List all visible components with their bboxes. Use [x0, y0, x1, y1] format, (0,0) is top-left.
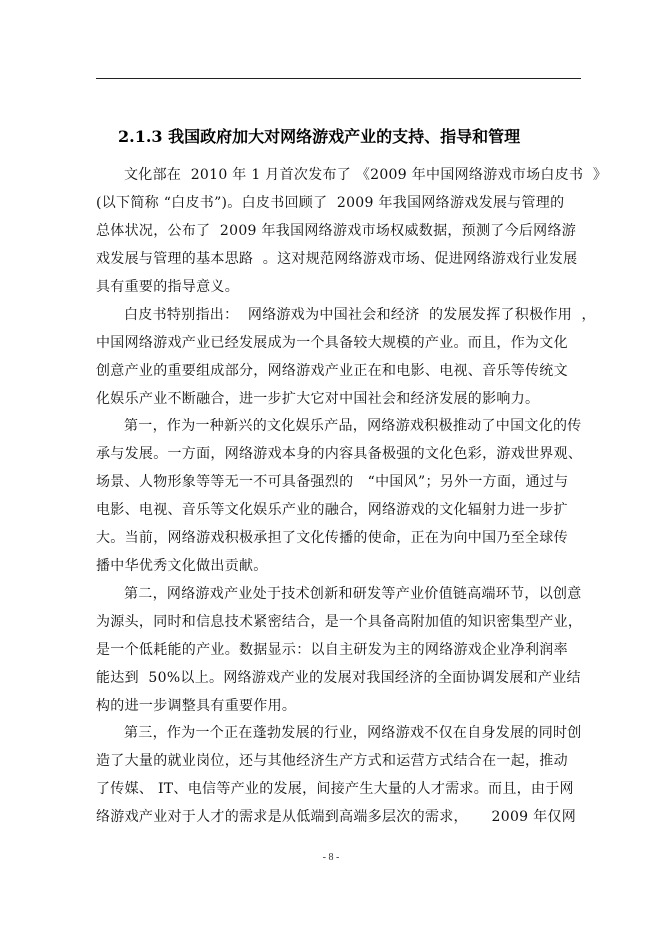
paragraph-line: 构的进一步调整具有重要作用。: [96, 698, 297, 714]
paragraph-line: 是一个低耗能的产业。数据显示：以自主研发为主的网络游戏企业净利润率: [96, 642, 568, 658]
paragraph-line: 电影、电视、音乐等文化娱乐产业的融合，网络游戏的文化辐射力进一步扩: [96, 502, 568, 518]
paragraph-line: 场景、人物形象等等无一不可具备强烈的 “中国风”；另外一方面，通过与: [96, 474, 569, 490]
paragraph-line: 中国网络游戏产业已经发展成为一个具备较大规模的产业。而且，作为文化: [96, 335, 568, 351]
paragraph-line: 承与发展。一方面，网络游戏本身的内容具备极强的文化色彩，游戏世界观、: [96, 446, 583, 462]
page-number: - 8 -: [322, 852, 340, 863]
paragraph-line: 第三，作为一个正在蓬勃发展的行业，网络游戏不仅在自身发展的同时创: [124, 725, 582, 741]
section-heading: 2.1.3 我国政府加大对网络游戏产业的支持、指导和管理: [118, 127, 521, 146]
paragraph-5: [96, 719, 596, 831]
paragraph-line: 造了大量的就业岗位，还与其他经济生产方式和运营方式结合在一起，推动: [96, 753, 568, 769]
paragraph-line: 为源头，同时和信息技术紧密结合，是一个具备高附加值的知识密集型产业，: [96, 614, 583, 630]
paragraph-line: 具有重要的指导意义。: [96, 279, 239, 295]
paragraph-line: 总体状况，公布了 2009 年我国网络游戏市场权威数据，预测了今后网络游: [96, 223, 577, 239]
paragraph-1: [96, 161, 608, 301]
paragraph-line: 大。当前，网络游戏积极承担了文化传播的使命，正在为向中国乃至全球传: [96, 530, 568, 546]
paragraph-4: [96, 580, 596, 720]
paragraph-line: 能达到 50%以上。网络游戏产业的发展对我国经济的全面协调发展和产业结: [96, 670, 581, 686]
paragraph-2: [96, 301, 596, 413]
paragraph-line: 白皮书特别指出： 网络游戏为中国社会和经济 的发展发挥了积极作用 ，: [124, 307, 596, 323]
paragraph-line: 播中华优秀文化做出贡献。: [96, 558, 268, 574]
paragraph-line: 络游戏产业对于人才的需求是从低端到高端多层次的需求， 2009 年仅网: [96, 809, 577, 825]
header-rule: [96, 78, 581, 79]
paragraph-3: [96, 412, 596, 580]
paragraph-line: 第一，作为一种新兴的文化娱乐产品，网络游戏积极推动了中国文化的传: [124, 418, 582, 434]
paragraph-line: 第二，网络游戏产业处于技术创新和研发等产业价值链高端环节，以创意: [124, 586, 582, 602]
paragraph-line: 了传媒、 IT、电信等产业的发展，间接产生大量的人才需求。而且，由于网: [96, 781, 574, 797]
paragraph-line: 化娱乐产业不断融合，进一步扩大它对中国社会和经济发展的影响力。: [96, 391, 540, 407]
paragraph-line: (以下简称 “白皮书”)。白皮书回顾了 2009 年我国网络游戏发展与管理的: [96, 195, 565, 211]
paragraph-line: 戏发展与管理的基本思路 。这对规范网络游戏市场、促进网络游戏行业发展: [96, 251, 578, 267]
paragraph-line: 文化部在 2010 年 1 月首次发布了 《2009 年中国网络游戏市场白皮书 》: [124, 167, 608, 183]
paragraph-line: 创意产业的重要组成部分，网络游戏产业正在和电影、电视、音乐等传统文: [96, 363, 568, 379]
